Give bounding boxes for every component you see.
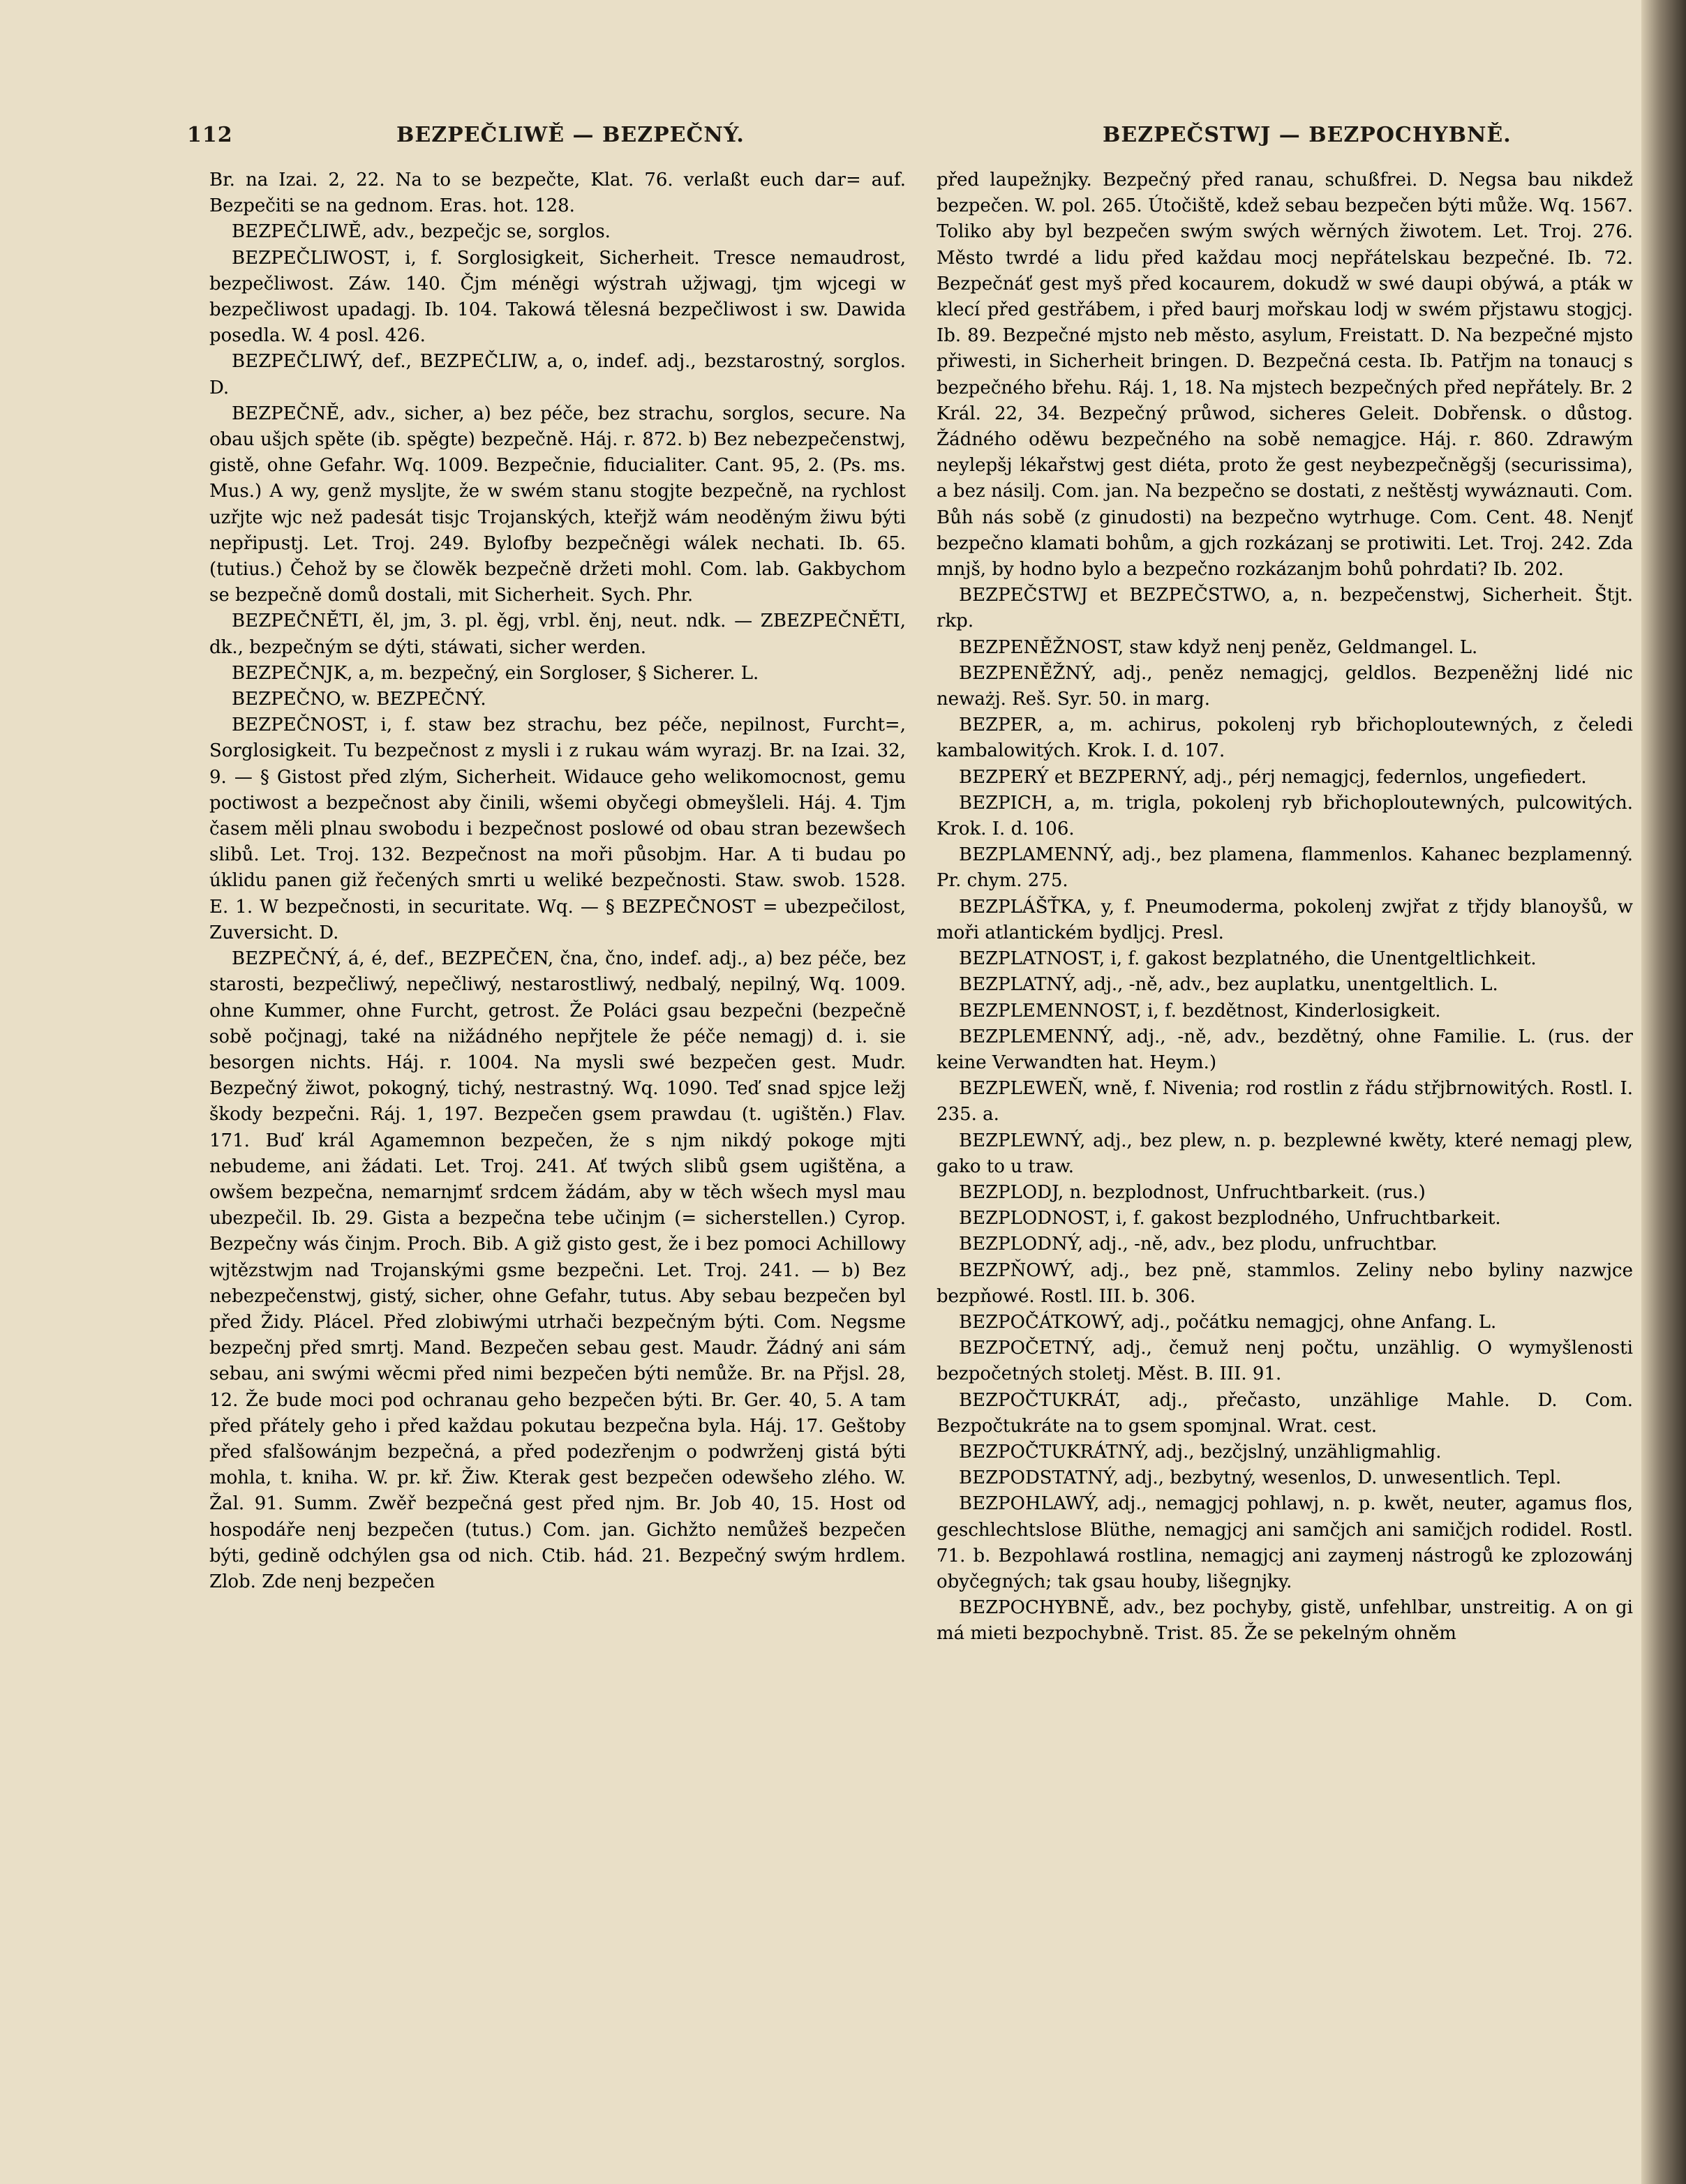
dictionary-entry: BEZPLEMENNÝ, adj., -ně, adv., bezdětný, ohne Familie. L. (rus. der keine Verwandten hat. Heym.) (937, 1026, 1633, 1073)
running-head-left: BEZPEČLIWĚ — BEZPEČNÝ. (396, 123, 745, 147)
dictionary-entry: BEZPLATNÝ, adj., -ně, adv., bez auplatku, unentgeltlich. L. (959, 974, 1498, 996)
dictionary-entry: BEZPOČTUKRÁT, adj., přečasto, unzählige Mahle. D. Com. Bezpočtukráte na to gsem spomjnal. Wrat. cest. (937, 1389, 1633, 1437)
dictionary-entry: BEZPLEWEŇ, wně, f. Nivenia; rod rostlin z řádu střjbrnowitých. Rostl. I. 235. a. (937, 1078, 1633, 1125)
dictionary-entry: BEZPLEWNÝ, adj., bez plew, n. p. bezplewné kwěty, které nemagj plew, gako to u traw. (937, 1130, 1633, 1177)
text-columns (209, 167, 1633, 2163)
dictionary-entry: BEZPOČETNÝ, adj., čemuž nenj počtu, unzählig. O wymyšlenosti bezpočetných stoletj. Měst. B. III. 91. (937, 1338, 1633, 1385)
page-header (187, 109, 1599, 158)
dictionary-entry: BEZPEČLIWĚ, adv., bezpečjc se, sorglos. (232, 221, 611, 243)
dictionary-entry: BEZPOCHYBNĚ, adv., bez pochyby, gistě, unfehlbar, unstreitig. A on gi má mieti bezpochybně. Trist. 85. Že se pekelným ohněm (937, 1597, 1633, 1645)
dictionary-entry: BEZPOČÁTKOWÝ, adj., počátku nemagjcj, ohne Anfang. L. (959, 1311, 1497, 1333)
dictionary-entry: před laupežnjky. Bezpečný před ranau, schußfrei. D. Negsa bau nikdež bezpečen. W. pol. 265. Útočiště, kdež sebau bezpečen býti může. Wq. 1567. Toliko aby byl bezpečen swým swých wěrných žiwotem. Let. Troj. 276. Město twrdé a lidu před každau mocj nepřátelskau bezpečné. Ib. 72. Bezpečnáť gest myš před kocaurem, dokudž w swé daupi obýwá, a pták w klecí před gestřábem, i před baurj mořskau lodj w swém přjstawu stogjcj. Ib. 89. Bezpečné mjsto neb město, asylum, Freistatt. D. Na bezpečné mjsto přiwesti, in Sicherheit bringen. D. Bezpečná cesta. Ib. Patřjm na tonaucj s bezpečného břehu. Ráj. 1, 18. Na mjstech bezpečných před nepřátely. Br. 2 Král. 22, 34. Bezpečný průwod, sicheres Geleit. Dobřensk. o důstog. Žádného oděwu bezpečného na sobě nemagjce. Háj. r. 860. Zdrawým neylepšj lékařstwj gest diéta, proto že gest neybezpečněgšj (securissima), a bez násilj. Com. jan. Na bezpečno se dostati, z neštěstj wywáznauti. Com. Bůh nás sobě (z ginudosti) na bezpečno wytrhuge. Com. Cent. 48. Nenjť bezpečno klamati bohům, a gjch rozkázanj se protiwiti. Let. Troj. 242. Zda mnjš, by hodno bylo a bezpečno rozkázanjm bohů pohrdati? Ib. 202. (937, 170, 1633, 581)
dictionary-entry: BEZPLEMENNOST, i, f. bezdětnost, Kinderlosigkeit. (959, 1000, 1441, 1022)
left-column (209, 167, 906, 2163)
right-column (937, 167, 1633, 2163)
dictionary-entry: BEZPEČNOST, i, f. staw bez strachu, bez péče, nepilnost, Furcht=, Sorglosigkeit. Tu bezpečnost z mysli i z rukau wám wyrazj. Br. na Izai. 32, 9. — § Gistost před zlým, Sicherheit. Widauce geho welikomocnost, gemu poctiwost a bezpečnost aby činili, wšemi obyčegi obmeyšleli. Háj. 4. Tjm časem měli plnau swobodu i bezpečnost poslowé od obau stran bezewšech slibů. Let. Troj. 132. Bezpečnost na moři působjm. Har. A ti budau po úklidu panen giž řečených smrti u weliké bezpečnosti. Staw. swob. 1528. E. 1. W bezpečnosti, in securitate. Wq. — § BEZPEČNOST = ubezpečilost, Zuversicht. D. (209, 715, 906, 943)
dictionary-entry: BEZPLAMENNÝ, adj., bez plamena, flammenlos. Kahanec bezplamenný. Pr. chym. 275. (937, 844, 1633, 892)
dictionary-entry: BEZPLODJ, n. bezplodnost, Unfruchtbarkeit. (rus.) (959, 1181, 1426, 1203)
dictionary-entry: BEZPŇOWÝ, adj., bez pně, stammlos. Zeliny nebo byliny nazwjce bezpňowé. Rostl. III. b. 306. (937, 1259, 1633, 1307)
dictionary-entry: BEZPICH, a, m. trigla, pokolenj ryb břichoploutewných, pulcowitých. Krok. I. d. 106. (937, 792, 1633, 840)
dictionary-entry: BEZPLODNÝ, adj., -ně, adv., bez plodu, unfruchtbar. (959, 1234, 1438, 1255)
running-head-right: BEZPEČSTWJ — BEZPOCHYBNĚ. (1103, 123, 1512, 147)
dictionary-entry: BEZPLATNOST, i, f. gakost bezplatného, die Unentgeltlichkeit. (959, 948, 1537, 970)
dictionary-entry: BEZPER, a, m. achirus, pokolenj ryb břichoploutewných, z čeledi kambalowitých. Krok. I. d. 107. (937, 715, 1633, 762)
dictionary-entry: BEZPOČTUKRÁTNÝ, adj., bezčjslný, unzähligmahlig. (959, 1441, 1442, 1463)
dictionary-entry: BEZPEČNĚ, adv., sicher, a) bez péče, bez strachu, sorglos, secure. Na obau ušjch spěte (ib. spěgte) bezpečně. Háj. r. 872. b) Bez nebezpečenstwj, gistě, ohne Gefahr. Wq. 1009. Bezpečnie, fiducialiter. Cant. 95, 2. (Ps. ms. Mus.) A wy, genž mysljte, že w swém stanu stogjte bezpečně, na rychlost uzřjte wjc než padesát tisjc Trojanských, kteřjž wám neoděným žiwu býti nepřipustj. Let. Troj. 249. Bylofby bezpečněgi wálek nechati. Ib. 65. (tutius.) Čehož by se člowěk bezpečně držeti mohl. Com. lab. Gakbychom se bezpečně domů dostali, mit Sicherheit. Sych. Phr. (209, 403, 906, 606)
dictionary-entry: BEZPEČNO, w. BEZPEČNÝ. (232, 689, 486, 710)
dictionary-entry: BEZPLODNOST, i, f. gakost bezplodného, Unfruchtbarkeit. (959, 1208, 1501, 1229)
dictionary-entry: BEZPENĚŽNÝ, adj., peněz nemagjcj, geldlos. Bezpeněžnj lidé nic neważj. Reš. Syr. 50. in marg. (937, 662, 1633, 710)
dictionary-entry: BEZPERÝ et BEZPERNÝ, adj., pérj nemagjcj, federnlos, ungefiedert. (959, 766, 1587, 788)
dictionary-entry: BEZPEČNÝ, á, é, def., BEZPEČEN, čna, čno, indef. adj., a) bez péče, bez starosti, bezpečliwý, nepečliwý, nestarostliwý, nedbalý, nepilný, Wq. 1009. ohne Kummer, ohne Furcht, getrost. Že Poláci gsau bezpečni (bezpečně sobě počjnagj, také na nižádného nepřjtele že péče nemagj) d. i. sie besorgen nichts. Háj. r. 1004. Na mysli swé bezpečen gest. Mudr. Bezpečný žiwot, pokogný, tichý, nestrastný. Wq. 1090. Teď snad spjce ležj škody bezpečni. Ráj. 1, 197. Bezpečen gsem prawdau (t. ugištěn.) Flav. 171. Buď král Agamemnon bezpečen, že s njm nikdý pokoge mjti nebudeme, ani žádati. Let. Troj. 241. Ať twých slibů gsem ugištěna, a owšem bezpečna, nemarnjmť srdcem žádám, aby w těch wšech mysl mau ubezpečil. Ib. 29. Gista a bezpečna tebe učinjm (= sicherstellen.) Cyrop. Bezpečny wás činjm. Proch. Bib. A giž gisto gest, že i bez pomoci Achillowy wjtězstwjm nad Trojanskými gsme bezpečni. Let. Troj. 241. — b) Bez nebezpečenstwj, gistý, sicher, ohne Gefahr, tutus. Aby sebau bezpečen byl před Židy. Plácel. Před zlobiwými utrhači bezpečným býti. Com. Negsme bezpečnj před smrtj. Mand. Bezpečen sebau gest. Maudr. Žádný ani sám sebau, ani swými wěcmi před nimi bezpečen býti nemůže. Br. na Přjsl. 28, 12. Že bude moci pod ochranau geho bezpečen býti. Br. Ger. 40, 5. A tam před přátely geho i před každau pokutau bezpečna byla. Háj. 17. Geštoby před sfalšowánjm bezpečná, a před podezřenjm o podwrženj gistá býti mohla, t. kniha. W. pr. kř. Žiw. Kterak gest bezpečen odewšeho zlého. W. Žal. 91. Summ. Zwěř bezpečná gest před njm. Br. Job 40, 15. Host od hospodáře nenj bezpečen (tutus.) Com. jan. Gichžto nemůžeš bezpečen býti, gedině odchýlen gsa od nich. Ctib. hád. 21. Bezpečný swým hrdlem. Zlob. Zde nenj bezpečen (209, 948, 906, 1592)
dictionary-entry: BEZPLÁŠŤKA, y, f. Pneumoderma, pokolenj zwjřat z třjdy blanoyšů, w moři atlantickém bydljcj. Presl. (937, 896, 1633, 943)
book-spine-shadow (1641, 0, 1686, 2184)
page-number: 112 (187, 123, 233, 147)
dictionary-entry: BEZPEČNJK, a, m. bezpečný, ein Sorgloser, § Sicherer. L. (232, 662, 759, 684)
dictionary-entry: BEZPENĚŽNOST, staw když nenj peněz, Geldmangel. L. (959, 636, 1478, 658)
dictionary-entry: BEZPEČSTWJ et BEZPEČSTWO, a, n. bezpečenstwj, Sicherheit. Štjt. rkp. (937, 585, 1633, 632)
dictionary-entry: BEZPEČLIWOST, i, f. Sorglosigkeit, Sicherheit. Tresce nemaudrost, bezpečliwost. Záw. 140. Čjm méněgi wýstrah užjwagj, tjm wjcegi w bezpečliwost upadagj. Ib. 104. Takowá tělesná bezpečliwost i sw. Dawida posedla. W. 4 posl. 426. (209, 247, 906, 347)
dictionary-entry: BEZPOHLAWÝ, adj., nemagjcj pohlawj, n. p. kwět, neuter, agamus flos, geschlechtslose Blüthe, nemagjcj ani samčjch ani samičjch rodidel. Rostl. 71. b. Bezpohlawá rostlina, nemagjcj ani zaymenj nástrogů ke zplozowánj obyčegných; tak gsau houby, lišegnjky. (937, 1493, 1633, 1592)
dictionary-entry: Br. na Izai. 2, 22. Na to se bezpečte, Klat. 76. verlaßt euch dar= auf. Bezpečiti se na gednom. Eras. hot. 128. (209, 170, 906, 217)
dictionary-entry: BEZPODSTATNÝ, adj., bezbytný, wesenlos, D. unwesentlich. Tepl. (959, 1467, 1562, 1489)
dictionary-entry: BEZPEČLIWÝ, def., BEZPEČLIW, a, o, indef. adj., bezstarostný, sorglos. D. (209, 351, 906, 398)
dictionary-entry: BEZPEČNĚTI, ěl, jm, 3. pl. ěgj, vrbl. ěnj, neut. ndk. — ZBEZPEČNĚTI, dk., bezpečným se dýti, stáwati, sicher werden. (209, 611, 906, 658)
